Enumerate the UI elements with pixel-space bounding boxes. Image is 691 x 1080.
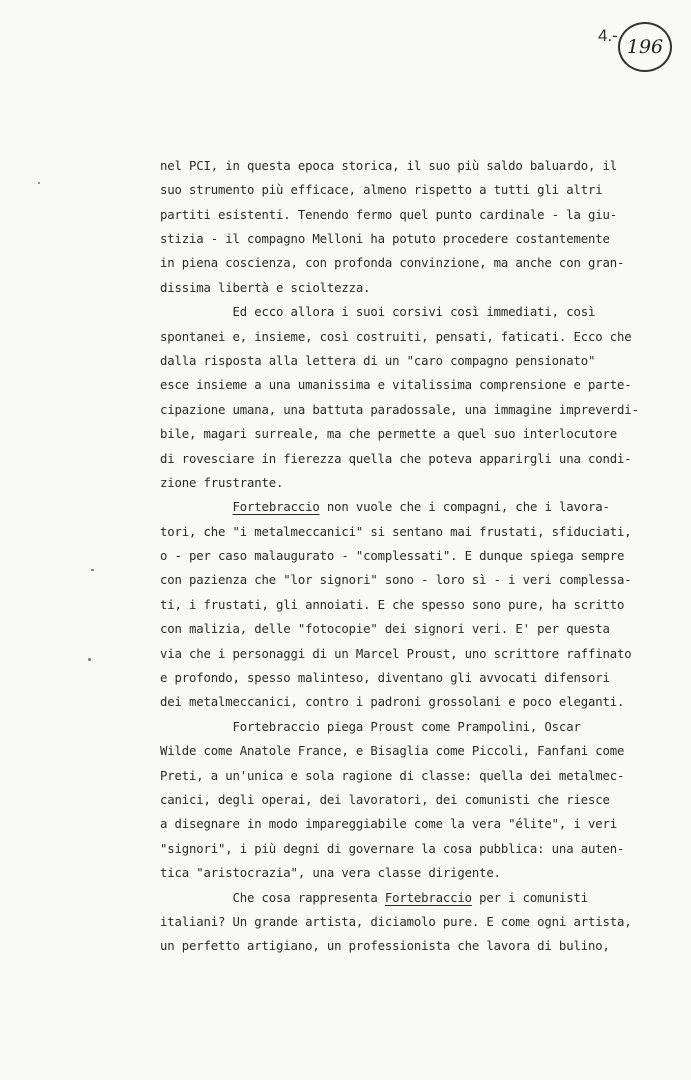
text-line: canici, degli operai, dei lavoratori, dei comunisti che riesce bbox=[160, 792, 610, 807]
text-line: "signori", i più degni di governare la cosa pubblica: una auten- bbox=[160, 841, 625, 856]
text-line: italiani? Un grande artista, diciamolo pure. E come ogni artista, bbox=[160, 914, 632, 929]
text-line: zione frustrante. bbox=[160, 475, 284, 490]
text-line: ti, i frustati, gli annoiati. E che spesso sono pure, ha scritto bbox=[160, 597, 625, 612]
underlined-word: Fortebraccio bbox=[384, 890, 472, 905]
text-line: Fortebraccio non vuole che i compagni, che i lavora- bbox=[232, 500, 610, 515]
archive-number-stamp: 196 bbox=[618, 22, 672, 72]
text-line: in piena coscienza, con profonda convinzione, ma anche con gran- bbox=[160, 256, 625, 271]
text-line: con malizia, delle "fotocopie" dei signori veri. E' per questa bbox=[160, 622, 610, 637]
scan-speck bbox=[91, 569, 94, 571]
text-line: suo strumento più efficace, almeno rispetto a tutti gli altri bbox=[160, 183, 603, 198]
text-line: dei metalmeccanici, contro i padroni grossolani e poco eleganti. bbox=[160, 695, 625, 710]
text-line: tica "aristocrazia", una vera classe dirigente. bbox=[160, 866, 501, 881]
text-line: cipazione umana, una battuta paradossale, una immagine impreverdi- bbox=[160, 402, 639, 417]
text-line: dalla risposta alla lettera di un "caro compagno pensionato" bbox=[160, 353, 596, 368]
text-line: nel PCI, in questa epoca storica, il suo più saldo baluardo, il bbox=[160, 158, 617, 173]
text-line: via che i personaggi di un Marcel Proust, uno scrittore raffinato bbox=[160, 646, 632, 661]
text-line: spontanei e, insieme, così costruiti, pensati, faticati. Ecco che bbox=[160, 329, 632, 344]
text-line: di rovesciare in fierezza quella che poteva apparirgli una condi- bbox=[160, 451, 632, 466]
page-number-label: 4.- bbox=[598, 26, 618, 45]
text-line: stizia - il compagno Melloni ha potuto procedere costantemente bbox=[160, 231, 610, 246]
text-line: Ed ecco allora i suoi corsivi così immediati, così bbox=[160, 305, 596, 320]
underlined-word: Fortebraccio bbox=[232, 500, 320, 515]
text-line: esce insieme a una umanissima e vitalissima comprensione e parte- bbox=[160, 378, 632, 393]
text-line: bile, magari surreale, ma che permette a quel suo interlocutore bbox=[160, 427, 617, 442]
text-line: partiti esistenti. Tenendo fermo quel punto cardinale - la giu- bbox=[160, 207, 617, 222]
text-line: con pazienza che "lor signori" sono - loro sì - i veri complessa- bbox=[160, 573, 632, 588]
text-line: e profondo, spesso malinteso, diventano gli avvocati difensori bbox=[160, 671, 610, 686]
text-line: Preti, a un'unica e sola ragione di classe: quella dei metalmec- bbox=[160, 768, 625, 783]
text-line: un perfetto artigiano, un professionista che lavora di bulino, bbox=[160, 939, 610, 954]
text-line: a disegnare in modo impareggiabile come la vera "élite", i veri bbox=[160, 817, 617, 832]
text-line: tori, che "i metalmeccanici" si sentano mai frustati, sfiduciati, bbox=[160, 524, 632, 539]
text-line: dissima libertà e scioltezza. bbox=[160, 280, 371, 295]
scan-speck bbox=[38, 182, 40, 184]
text-line: o - per caso malaugurato - "complessati". E dunque spiega sempre bbox=[160, 549, 625, 564]
scan-speck bbox=[88, 658, 91, 661]
text-line: Che cosa rappresenta Fortebraccio per i comunisti bbox=[160, 890, 588, 905]
text-line: Fortebraccio piega Proust come Prampolini, Oscar bbox=[160, 719, 581, 734]
text-line: Wilde come Anatole France, e Bisaglia come Piccoli, Fanfani come bbox=[160, 744, 625, 759]
typed-text-body bbox=[160, 105, 639, 959]
